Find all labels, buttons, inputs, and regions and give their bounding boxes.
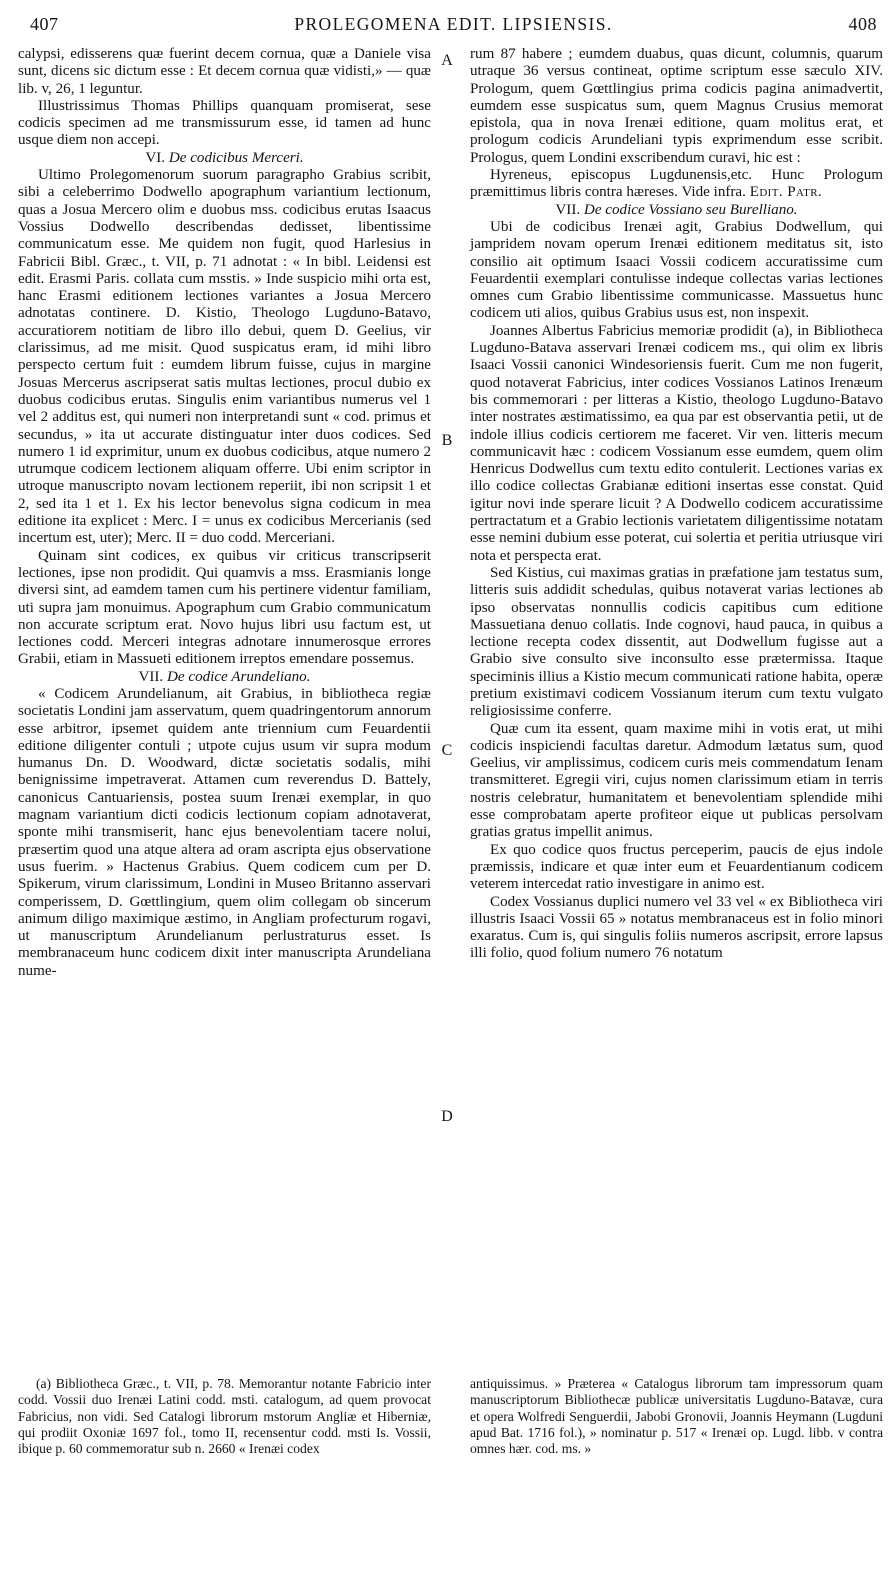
section-heading xyxy=(470,202,883,219)
paragraph: Illustrissimus Thomas Phillips quanquam promiserat, sese codicis specimen ad me transmissurum esse, id tamen ad hunc usque diem non accepi. xyxy=(18,97,431,149)
paragraph xyxy=(470,167,883,202)
section-number: VII. xyxy=(138,668,164,685)
section-heading xyxy=(18,150,431,167)
paragraph: Ex quo codice quos fructus perceperim, paucis de ejus indole præmissis, indicare et quæ inter eum et Feuardentianum codicem veterem intercedat ratio investigare in animo est. xyxy=(470,841,883,893)
running-header xyxy=(30,14,877,40)
paragraph: Codex Vossianus duplici numero vel 33 vel « ex Bibliotheca viri illustris Isaaci Vossii 65 » notatus membranaceus est in folio minori exaratus. Cum is, qui singulis foliis numeros ascripsit, errore lapsus illi folio, quod folium numero 76 notatum xyxy=(470,893,883,962)
paragraph: « Codicem Arundelianum, ait Grabius, in bibliotheca regiæ societatis Londini jam asservatum, quem quadringentorum annorum esse arbitror, ipsemet quidem ante triennium cum Feuardentii editione diligenter contuli ; utpote cujus usum vir supra modum humanus Dn. D. Woodward, dictæ societatis sodalis, mihi benignissime impetraverat. Attamen cum reverendus D. Battely, canonicus Cantuariensis, postea suum Irenæi exemplar, in quo magnam variantium dicti codicis lectionum copiam adnotaverat, sponte mihi transmiserit, hanc ejus benevolentiam tacere nolui, præsertim quod una atque altera ad oram ascripta ejus observatione usus fuerim. » Hactenus Grabius. Quem codicem cum per D. Spikerum, virum clarissimum, Londini in Museo Britanno asservari comperissem, D. Gœttlingium, quem olim collegam ob sincerum animum diligo maximique æstimo, in Angliam profecturum rogavi, ut manuscriptum Arundelianum perlustraturus esset. Is membranaceum hunc codicem dixit inter manuscripta Arundeliana nume- xyxy=(18,685,431,979)
section-number: VII. xyxy=(555,201,581,218)
paragraph: Sed Kistius, cui maximas gratias in præfatione jam testatus sum, litteris suis addidit schedulas, quibus notaverat varias lectiones ab ipso observatas nonnullis codicis capitibus cum editione Massuetiana denuo collatis. Inde cognovi, haud pauca, in quibus a lectione recepta codex dissentit, aut Dodwellum fugisse aut a Grabio sive consulto sive inconsulto esse prætermissa. Itaque speciminis illius a Kistio mecum communicati ratione habita, operæ pretium existimavi codicem Vossianum iterum cum textu vulgato religiosissime conferre. xyxy=(470,564,883,720)
prologue-text: Hyreneus, episcopus Lugdunensis,etc. Hunc Prologum præmittimus libris contra hæreses. Vide infra. xyxy=(470,167,883,201)
section-title: De codice Vossiano seu Burelliano. xyxy=(583,201,798,218)
paragraph: Ubi de codicibus Irenæi agit, Grabius Dodwellum, qui jampridem novam operum Irenæi editionem meditatus sit, isto consilio ait optimum Isaaci Vossii codicem accuratissime cum Feuardentii exemplari contulisse indeque collectas varias lectiones omnes cum Grabio libentissime communicasse. Massuetus hunc codicem uti alios, quibus Grabius usus est, non inspexit. xyxy=(470,218,883,322)
section-title: De codicibus Merceri. xyxy=(168,149,304,166)
paragraph: calypsi, edisserens quæ fuerint decem cornua, quæ a Daniele visa sunt, dicens sic dictum esse : Et decem cornua quæ vidisti,» — quæ lib. v, 26, 1 leguntur. xyxy=(18,46,431,97)
margin-marker-a: A xyxy=(441,52,453,69)
footnote-right xyxy=(470,1376,883,1457)
margin-marker-d: D xyxy=(441,1108,453,1125)
prologue-signature: Edit. Patr. xyxy=(749,184,823,201)
footnote-left xyxy=(18,1376,431,1457)
paragraph: rum 87 habere ; eumdem duabus, quas dicunt, columnis, quarum utraque 36 versus contineat, optime scriptum esse sæculo XIV. Prologum, quem Gœttlingius prima codicis pagina animadvertit, eumdem esse suspicatus sum, quem Magnus Crusius memorat epistola, qua in nova Irenæi editione, quam molitus erat, et prologum codicis Arundeliani typis exprimendum esse scribit. Prologus, quem Londini exscribendum curavi, hic est : xyxy=(470,46,883,166)
margin-marker-c: C xyxy=(441,742,453,759)
right-column xyxy=(470,46,883,963)
left-column xyxy=(18,46,431,980)
paragraph: Quæ cum ita essent, quam maxime mihi in votis erat, ut mihi codicis inspiciendi facultas daretur. Admodum lætatus sum, quod Geelius, vir amplissimus, codicem curis meis commendatum Ienam transmitteret. Egregii viri, cujus nomen clarissimum etiam in terris nostris celebratur, humanitatem et benevolentiam splendide mihi esse comprobatam aperte profiteor eique ut publicas persolvam gratias gratus impellit animus. xyxy=(470,720,883,841)
section-heading xyxy=(18,669,431,686)
page-number-right: 408 xyxy=(848,14,877,34)
paragraph: Joannes Albertus Fabricius memoriæ prodidit (a), in Bibliotheca Lugduno-Batava asservari Irenæi codicem ms., qui olim ex libris Isaaci Vossii canonici Windesoriensis fuerit. Cum me non fugerit, quod notaverat Fabricius, inter codices Vossianos Latinos Irenæum bis commemorari : per litteras a Kistio, theologo Lugduno-Batavo inter nostrates æstimatissimo, ea qua par est observantia petii, ut de indole illius codicis certiorem me faceret. Vir ven. litteris mecum communicavit hæc : codicem Vossianum esse eumdem, quem olim Henricus Dodwellus cum textu edito contulerit. Lectiones varias ex illo codice collectas Grabianæ editioni insertas esse constat. Quid igitur novi inde sperare licuit ? A Dodwello codicem accuratissime pertractatum et a Grabio lectionis varietatem diligentissime notatam esse nemini dubium esse poterat, cui solertia et peritia utriusque viri nota et perspecta erat. xyxy=(470,322,883,564)
paragraph: Quinam sint codices, ex quibus vir criticus transcripserit lectiones, ipse non prodidit. Qui quamvis a mss. Erasmianis longe diversi sint, ad eamdem tamen cum his pertinere videntur familiam, uti supra jam monuimus. Apographum cum Grabio communicatum non accurate scriptum erat. Novo hujus libri usu factum est, ut lectiones codd. Merceri integras adnotare innumerosque errores Grabii, etiam in Massueti editionem irreptos emendare possemus. xyxy=(18,547,431,668)
footnote-text: antiquissimus. » Præterea « Catalogus librorum tam impressorum quam manuscriptorum Bibliothecæ publicæ universitatis Lugduno-Batavæ, cura et opera Wolfredi Senguerdii, Jabobi Gronovii, Joannis Heymann (Lugduni apud Bat. 1716 fol.), » nominatur p. 517 « Irenæi op. Lugd. libb. v contra omnes hær. cod. ms. » xyxy=(470,1376,883,1457)
running-title: PROLEGOMENA EDIT. LIPSIENSIS. xyxy=(294,14,613,34)
section-number: VI. xyxy=(145,149,166,166)
footnote-text: (a) Bibliotheca Græc., t. VII, p. 78. Memorantur notante Fabricio inter codd. Vossii duo Irenæi Latini codd. msti. catalogum, ad quem provocat Fabricius, non vidi. Sed Catalogi librorum mstorum Angliæ et Hiberniæ, qui prodiit Oxoniæ 1697 fol., tomo II, recensentur codd. msti Is. Vossii, ibique p. 60 commemoratur sub n. 2660 « Irenæi codex xyxy=(18,1376,431,1457)
paragraph: Ultimo Prolegomenorum suorum paragrapho Grabius scribit, sibi a celeberrimo Dodwello apographum variantium lectionum, quas a Josua Mercero olim e duobus mss. codicibus erutas Isaacus Vossius Dodwello describendas dedisset, libentissime communicatum esse. Me quidem non fugit, quod Harlesius in Fabricii Bibl. Græc., t. VII, p. 71 adnotat : « In bibl. Leidensi est edit. Erasmi Paris. collata cum msstis. » Inde suspicio mihi orta est, hanc Erasmi editionem lectiones variantes a Josua Mercero adnotatas continere. D. Kistio, Theologo Lugduno-Batavo, accuratiorem notitiam de libro illo debui, quem D. Geelius, vir clarissimus, ad me misit. Quod suspicatus eram, id mihi libro perspecto certum fuit : eumdem librum fuisse, cujus in margine Josuas Mercerus ascripserat satis multas lectiones, procul dubio ex duobus codicibus erutas. Singulis enim variantibus numerus vel 1 vel 2 additus est, qui numeri non interpretandi sunt « cod. primus et secundus, » ita ut accurate distinguatur inter duos codices. Sed numero 1 id exprimitur, unum ex duobus codicibus, atque numero 2 utrumque codicem lectionem aliquam offerre. Ubi enim scriptor in utroque manuscripto novam lectionem reperiit, ibi non scripsit 1 et 2, sed ita 1 et 1. Ex his lector benevolus signa codicum in mea editione ita explicet : Merc. I = unus ex codicibus Mercerianis (sed incertum est, uter); Merc. II = duo codd. Merceriani. xyxy=(18,167,431,547)
page-number-left: 407 xyxy=(30,14,59,34)
margin-marker-b: B xyxy=(441,432,453,449)
section-title: De codice Arundeliano. xyxy=(167,668,311,685)
